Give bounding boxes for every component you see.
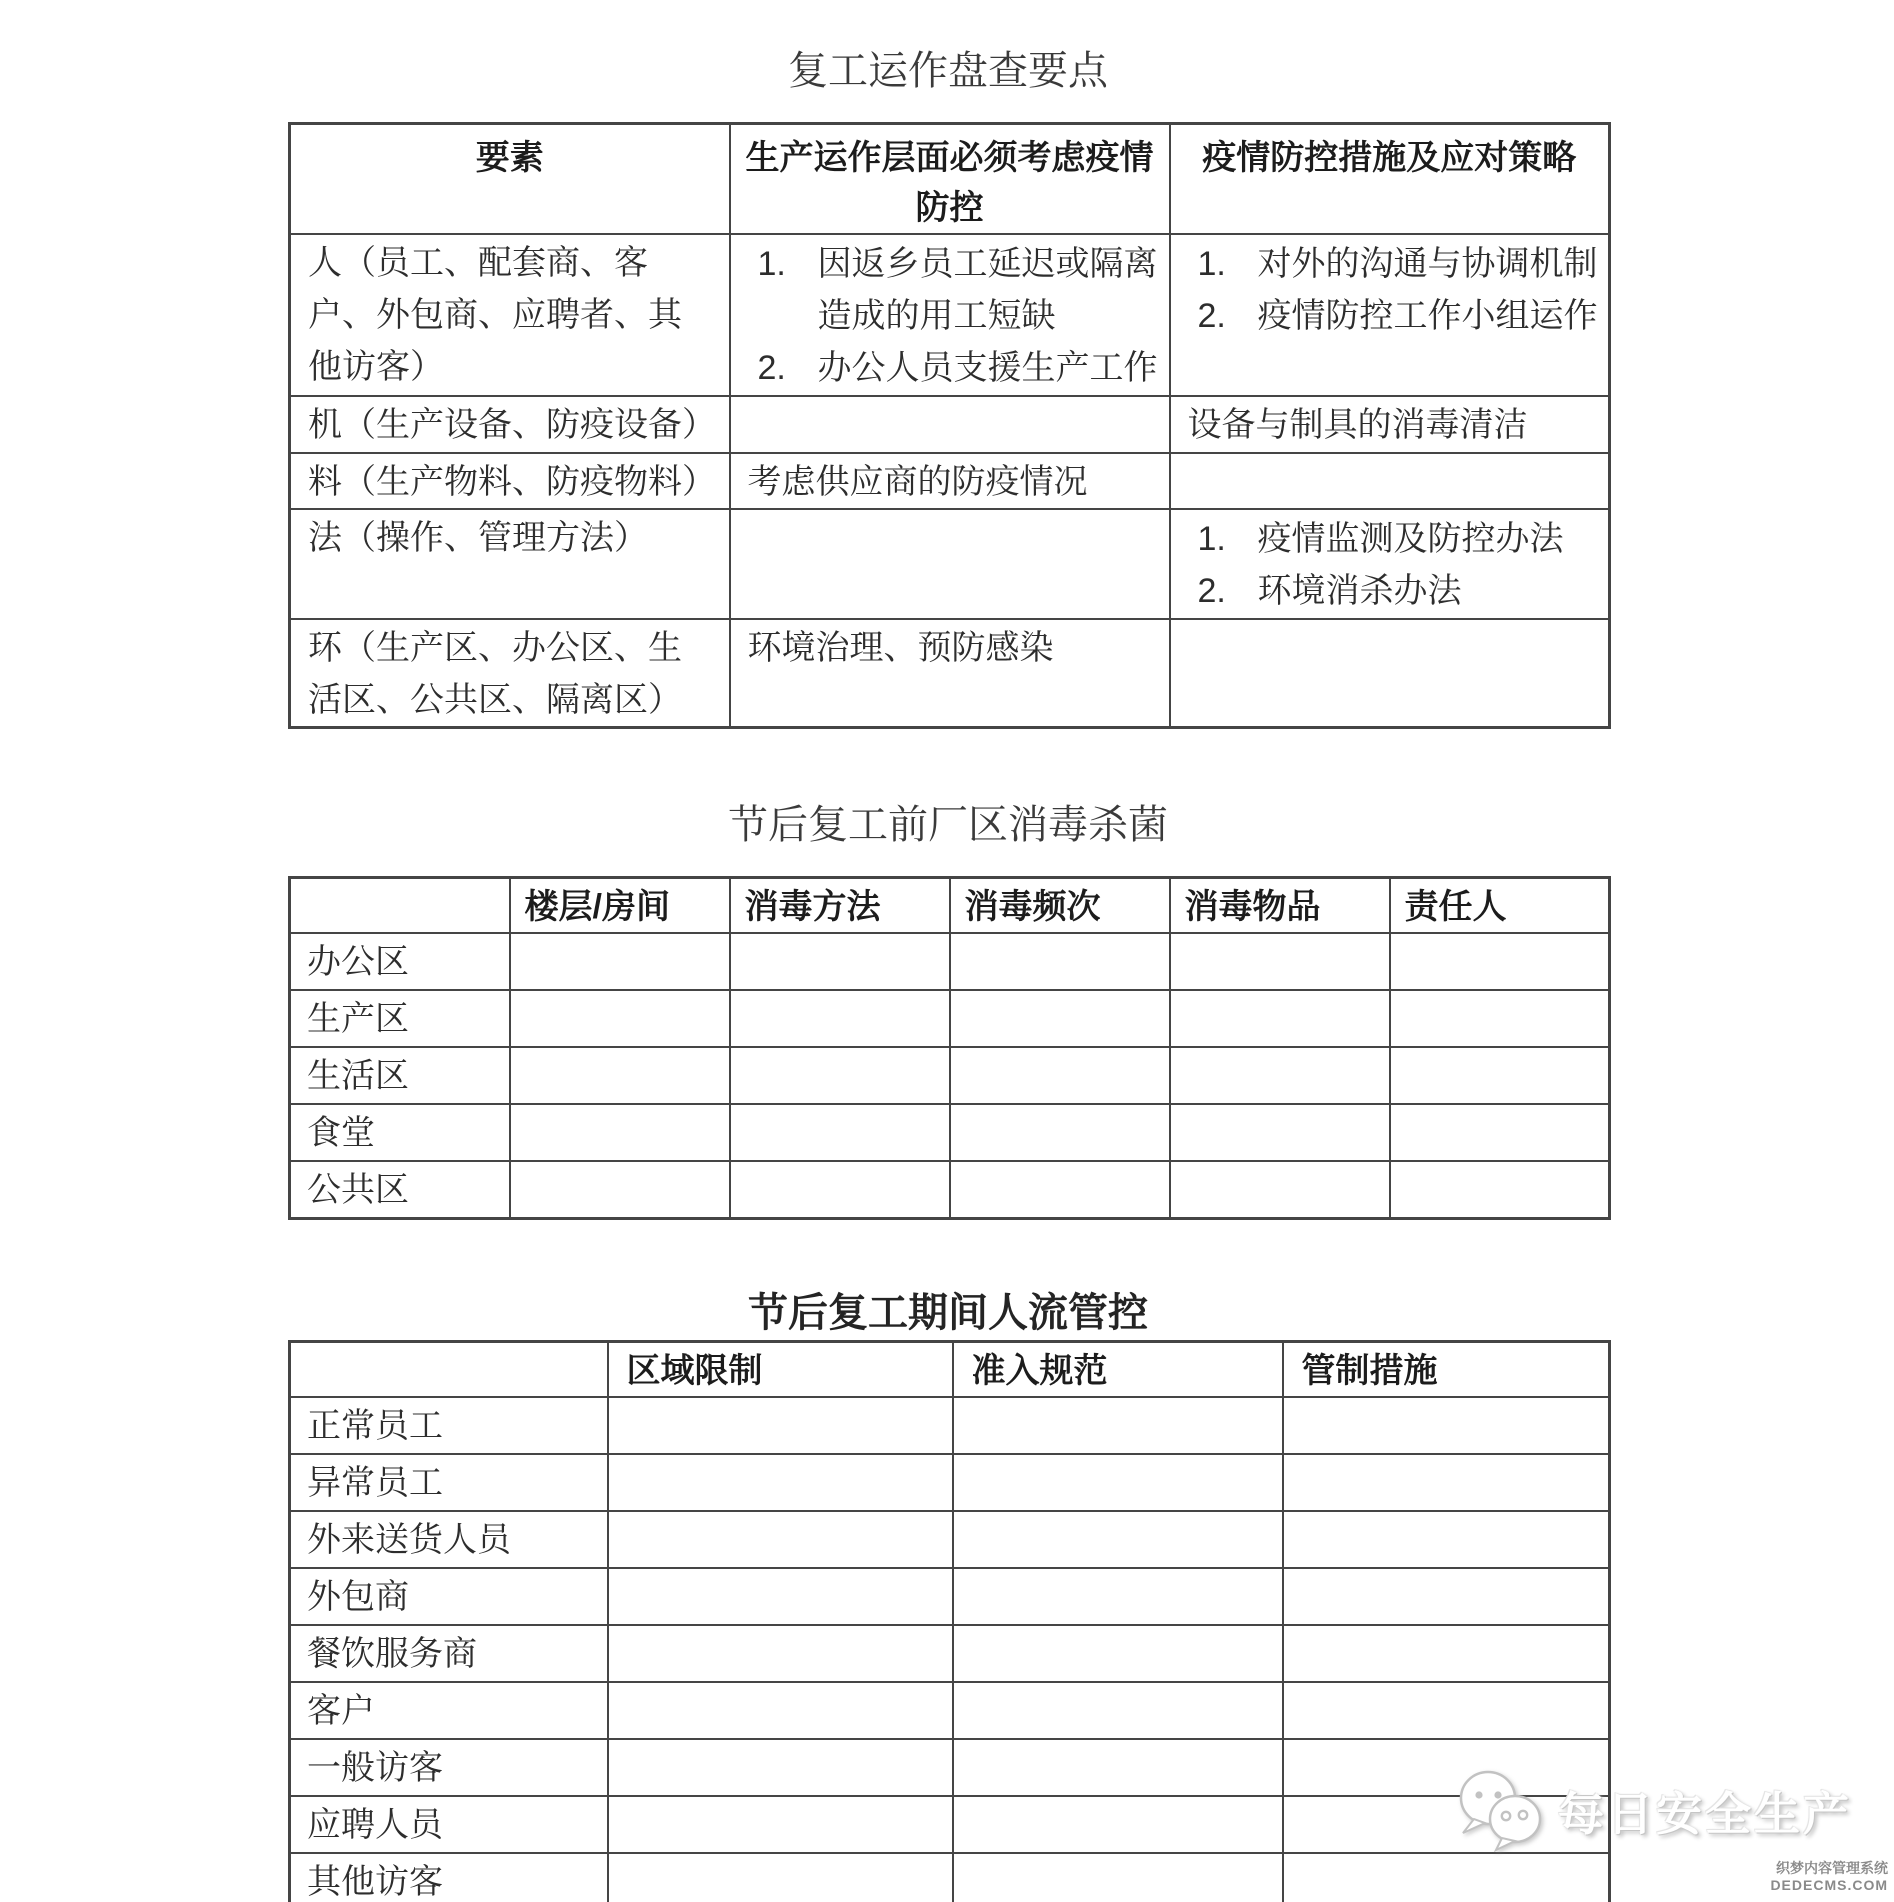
row-label: 生活区 (290, 1047, 510, 1104)
empty-cell (1170, 1104, 1390, 1161)
measures-cell (1170, 234, 1610, 396)
cms-name: 织梦内容管理系统 (1776, 1860, 1888, 1876)
numbered-list (732, 236, 1168, 394)
table-header-row (290, 1342, 1610, 1398)
empty-cell (730, 1161, 950, 1219)
table-row (290, 1511, 1610, 1568)
table-row (290, 453, 1610, 509)
table-row (290, 619, 1610, 728)
empty-cell (510, 1104, 730, 1161)
table-row (290, 234, 1610, 396)
table-row (290, 1161, 1610, 1219)
empty-cell (608, 1397, 953, 1454)
header-frequency: 消毒频次 (950, 878, 1170, 934)
row-label: 客户 (290, 1682, 608, 1739)
empty-cell (1283, 1853, 1610, 1902)
empty-cell (1390, 933, 1610, 990)
disinfection-table (288, 876, 1611, 1220)
item-number: 1. (1197, 520, 1226, 558)
production-cell: 考虑供应商的防疫情况 (730, 453, 1170, 509)
empty-cell (1283, 1511, 1610, 1568)
empty-cell (950, 1104, 1170, 1161)
empty-cell (608, 1739, 953, 1796)
row-label: 环（生产区、办公区、生活区、公共区、隔离区） (290, 619, 730, 728)
row-label: 食堂 (290, 1104, 510, 1161)
item-text: 环境消杀办法 (1257, 572, 1462, 610)
table-header-row (290, 124, 1610, 235)
empty-cell (608, 1682, 953, 1739)
section2-title: 节后复工前厂区消毒杀菌 (728, 803, 1168, 847)
production-cell-empty (730, 396, 1170, 453)
people-flow-control-table (288, 1340, 1611, 1902)
numbered-list (1172, 236, 1608, 342)
empty-cell (1283, 1454, 1610, 1511)
table-row (290, 1739, 1610, 1796)
production-cell-empty (730, 509, 1170, 619)
empty-cell (608, 1454, 953, 1511)
row-label: 正常员工 (290, 1397, 608, 1454)
empty-cell (1390, 1104, 1610, 1161)
empty-cell (608, 1625, 953, 1682)
empty-cell (1283, 1568, 1610, 1625)
empty-cell (1170, 933, 1390, 990)
table-row (290, 1104, 1610, 1161)
empty-cell (730, 1047, 950, 1104)
list-item (1198, 513, 1602, 565)
header-entry-rules: 准入规范 (953, 1342, 1283, 1398)
empty-cell (950, 990, 1170, 1047)
table-row (290, 933, 1610, 990)
empty-cell (730, 1104, 950, 1161)
empty-cell (510, 1161, 730, 1219)
empty-cell (1170, 1047, 1390, 1104)
empty-cell (953, 1796, 1283, 1853)
table-row (290, 1454, 1610, 1511)
section1-title: 复工运作盘查要点 (788, 49, 1108, 93)
measures-cell-empty (1170, 619, 1610, 728)
empty-cell (953, 1625, 1283, 1682)
row-label: 生产区 (290, 990, 510, 1047)
empty-cell (950, 933, 1170, 990)
item-text: 办公人员支援生产工作 (817, 349, 1158, 387)
row-label: 异常员工 (290, 1454, 608, 1511)
item-number: 2. (1197, 297, 1226, 335)
table-row (290, 1568, 1610, 1625)
item-text: 对外的沟通与协调机制 (1257, 245, 1598, 283)
row-label: 应聘人员 (290, 1796, 608, 1853)
header-prevention-measures: 疫情防控措施及应对策略 (1170, 124, 1610, 235)
brand-watermark (1458, 1770, 1852, 1852)
table-row (290, 396, 1610, 453)
header-supplies: 消毒物品 (1170, 878, 1390, 934)
empty-cell (1283, 1625, 1610, 1682)
header-control-measures: 管制措施 (1283, 1342, 1610, 1398)
empty-cell (950, 1161, 1170, 1219)
header-method: 消毒方法 (730, 878, 950, 934)
table-header-row (290, 878, 1610, 934)
empty-cell (953, 1682, 1283, 1739)
table-row (290, 1682, 1610, 1739)
table-row (290, 1796, 1610, 1853)
row-label: 一般访客 (290, 1739, 608, 1796)
row-label: 餐饮服务商 (290, 1625, 608, 1682)
row-label: 办公区 (290, 933, 510, 990)
wechat-bubbles-icon (1458, 1770, 1548, 1852)
list-item (1198, 290, 1602, 342)
empty-cell (1283, 1397, 1610, 1454)
table-row (290, 1853, 1610, 1902)
empty-cell (608, 1511, 953, 1568)
row-label: 其他访客 (290, 1853, 608, 1902)
table-row (290, 509, 1610, 619)
empty-cell (1170, 1161, 1390, 1219)
empty-cell (953, 1739, 1283, 1796)
row-label: 机（生产设备、防疫设备） (290, 396, 730, 453)
numbered-list (1172, 511, 1608, 617)
row-label: 法（操作、管理方法） (290, 509, 730, 619)
empty-cell (953, 1397, 1283, 1454)
empty-cell (953, 1511, 1283, 1568)
item-number: 2. (757, 349, 786, 387)
row-label: 公共区 (290, 1161, 510, 1219)
empty-cell (950, 1047, 1170, 1104)
production-cell (730, 234, 1170, 396)
row-label: 料（生产物料、防疫物料） (290, 453, 730, 509)
empty-cell (608, 1568, 953, 1625)
header-empty (290, 1342, 608, 1398)
list-item (1198, 238, 1602, 290)
section3-title: 节后复工期间人流管控 (748, 1291, 1148, 1335)
cms-domain: DEDECMS.COM (1770, 1877, 1888, 1893)
header-person: 责任人 (1390, 878, 1610, 934)
empty-cell (510, 1047, 730, 1104)
empty-cell (1170, 990, 1390, 1047)
item-text: 疫情防控工作小组运作 (1257, 297, 1598, 335)
item-text: 疫情监测及防控办法 (1257, 520, 1564, 558)
empty-cell (1283, 1682, 1610, 1739)
header-production-considerations: 生产运作层面必须考虑疫情防控 (730, 124, 1170, 235)
measures-cell (1170, 509, 1610, 619)
list-item (1198, 565, 1602, 617)
empty-cell (510, 990, 730, 1047)
empty-cell (730, 933, 950, 990)
operations-check-table (288, 122, 1611, 729)
measures-cell-empty (1170, 453, 1610, 509)
list-item (758, 238, 1162, 342)
table-row (290, 990, 1610, 1047)
header-empty (290, 878, 510, 934)
item-number: 1. (757, 245, 786, 283)
table-row (290, 1047, 1610, 1104)
cms-watermark (1770, 1860, 1888, 1893)
list-item (758, 342, 1162, 394)
row-label: 外包商 (290, 1568, 608, 1625)
empty-cell (1390, 1161, 1610, 1219)
empty-cell (608, 1853, 953, 1902)
empty-cell (1390, 990, 1610, 1047)
empty-cell (1390, 1047, 1610, 1104)
header-area-restriction: 区域限制 (608, 1342, 953, 1398)
row-label: 外来送货人员 (290, 1511, 608, 1568)
row-label: 人（员工、配套商、客户、外包商、应聘者、其他访客） (290, 234, 730, 396)
item-text: 因返乡员工延迟或隔离造成的用工短缺 (817, 245, 1158, 335)
empty-cell (608, 1796, 953, 1853)
measures-cell: 设备与制具的消毒清洁 (1170, 396, 1610, 453)
watermark-text: 每日安全生产 (1558, 1788, 1852, 1840)
empty-cell (730, 990, 950, 1047)
header-floor-room: 楼层/房间 (510, 878, 730, 934)
header-element: 要素 (290, 124, 730, 235)
production-cell: 环境治理、预防感染 (730, 619, 1170, 728)
empty-cell (510, 933, 730, 990)
item-number: 1. (1197, 245, 1226, 283)
empty-cell (953, 1568, 1283, 1625)
table-row (290, 1397, 1610, 1454)
empty-cell (953, 1454, 1283, 1511)
item-number: 2. (1197, 572, 1226, 610)
empty-cell (953, 1853, 1283, 1902)
table-row (290, 1625, 1610, 1682)
